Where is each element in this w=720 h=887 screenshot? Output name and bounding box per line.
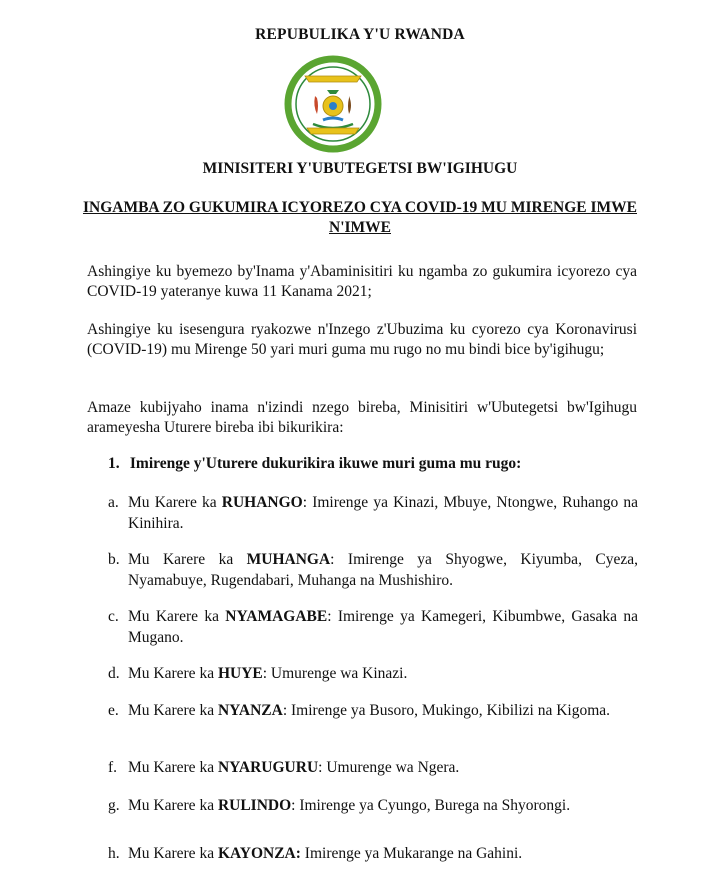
list-item-letter: c. [108, 608, 119, 625]
document-title: INGAMBA ZO GUKUMIRA ICYOREZO CYA COVID-19 MU MIRENGE IMWE N'IMWE [82, 199, 637, 236]
list-item [108, 757, 638, 778]
list-item-prefix: Mu Karere ka [128, 797, 218, 814]
list-item [108, 549, 638, 591]
list-item-text: : Imirenge ya Shyogwe, Kiyumba, Cyeza, Nyamabuye, Rugendabari, Muhanga na Mushishiro. [128, 551, 638, 589]
list-item-text: : Imirenge ya Busoro, Mukingo, Kibilizi na Kigoma. [282, 702, 611, 719]
seal-icon [283, 54, 383, 154]
list-item-prefix: Mu Karere ka [128, 551, 247, 568]
preamble-paragraph-3: Amaze kubijyaho inama n'izindi nzego bireba, Minisitiri w'Ubutegetsi bw'Igihugu arameyesha Uturere bireba ibi bikurikira: [87, 399, 637, 436]
list-item-letter: g. [108, 797, 120, 814]
section-number: 1. [108, 455, 120, 472]
list-item-text: : Imirenge ya Kamegeri, Kibumbwe, Gasaka na Mugano. [128, 608, 638, 646]
list-item [108, 843, 638, 864]
list-item-text: Imirenge ya Mukarange na Gahini. [300, 845, 523, 862]
list-item-prefix: Mu Karere ka [128, 494, 222, 511]
list-item [108, 795, 638, 816]
section-heading [108, 454, 628, 474]
list-item-letter: a. [108, 494, 119, 511]
list-item-letter: d. [108, 665, 120, 682]
list-item-letter: b. [108, 551, 120, 568]
section-heading-text: Imirenge y'Uturere dukurikira ikuwe muri guma mu rugo: [129, 455, 522, 472]
list-item-text: : Imirenge ya Kinazi, Mbuye, Ntongwe, Ruhango na Kinihira. [128, 494, 638, 532]
rwanda-seal-emblem [283, 54, 383, 154]
district-name: HUYE [217, 665, 263, 682]
list-item-letter: e. [108, 702, 119, 719]
list-item-prefix: Mu Karere ka [128, 759, 218, 776]
preamble-paragraph-2: Ashingiye ku isesengura ryakozwe n'Inzego z'Ubuzima ku cyorezo cya Koronavirusi (COVID-19) mu Mirenge 50 yari muri guma mu rugo no mu bindi bice by'igihugu; [87, 321, 637, 358]
list-item-text: : Umurenge wa Ngera. [318, 759, 460, 776]
district-name: RUHANGO [221, 494, 303, 511]
list-item-prefix: Mu Karere ka [128, 845, 218, 862]
list-item-prefix: Mu Karere ka [128, 665, 218, 682]
district-name: NYARUGURU [217, 759, 319, 776]
preamble-paragraph-1: Ashingiye ku byemezo by'Inama y'Abaminisitiri ku ngamba zo gukumira icyorezo cya COVID-19 yateranye kuwa 11 Kanama 2021; [87, 263, 637, 300]
list-item-letter: f. [108, 759, 118, 776]
list-item [108, 606, 638, 648]
ministry-heading: MINISITERI Y'UBUTEGETSI BW'IGIHUGU [202, 160, 518, 177]
list-item [108, 700, 638, 721]
list-item-text: : Imirenge ya Cyungo, Burega na Shyorongi. [291, 797, 571, 814]
list-item-prefix: Mu Karere ka [128, 608, 226, 625]
list-item [108, 663, 638, 684]
list-item [108, 492, 638, 534]
list-item-letter: h. [108, 845, 120, 862]
district-name: NYAMAGABE [225, 608, 328, 625]
list-item-prefix: Mu Karere ka [128, 702, 218, 719]
district-name: MUHANGA [246, 551, 331, 568]
list-item-text: : Umurenge wa Kinazi. [262, 665, 408, 682]
republic-heading: REPUBULIKA Y'U RWANDA [255, 26, 465, 43]
district-name: KAYONZA: [217, 845, 301, 862]
district-name: RULINDO [217, 797, 292, 814]
district-name: NYANZA [217, 702, 283, 719]
